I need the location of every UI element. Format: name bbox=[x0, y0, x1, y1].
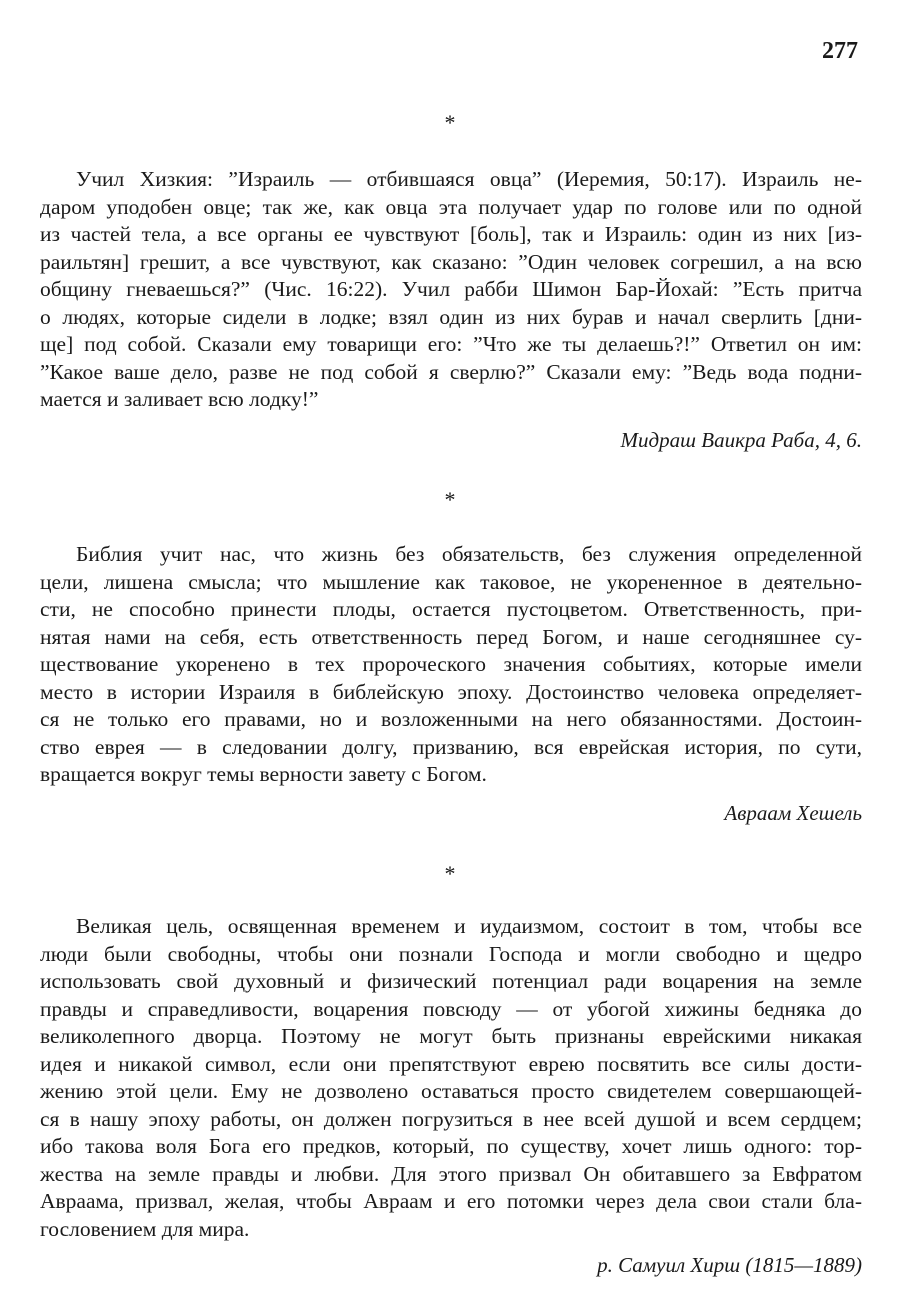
attribution: р. Самуил Хирш (1815—1889) bbox=[597, 1253, 862, 1277]
text-line: правды и справедливости, воцарения повсюду — от убогой хижины бедняка до bbox=[40, 996, 862, 1021]
text-line: вращается вокруг темы верности завету с Богом. bbox=[40, 762, 487, 786]
attribution: Мидраш Ваикра Раба, 4, 6. bbox=[620, 428, 862, 452]
text-line: место в истории Израиля в библейскую эпоху. Достоинство человека определяет- bbox=[40, 679, 862, 704]
text-line: из частей тела, а все органы ее чувствуют [боль], так и Израиль: один из них [из- bbox=[40, 222, 862, 246]
text-line: ство еврея — в следовании долгу, призванию, вся еврейская история, по сути, bbox=[40, 734, 862, 759]
text-line: гословением для мира. bbox=[40, 1216, 250, 1241]
paragraph-midrash bbox=[40, 166, 862, 414]
text-line: великолепного дворца. Поэтому не могут быть признаны еврейскими никакая bbox=[40, 1024, 862, 1048]
text-line: ществование укоренено в тех пророческого значения событиях, которые имели bbox=[40, 652, 862, 676]
text-line: о людях, которые сидели в лодке; взял один из них бурав и начал сверлить [дни- bbox=[40, 304, 862, 329]
text-line: Библия учит нас, что жизнь без обязательств, без служения определенной bbox=[76, 542, 862, 566]
text-line: ся не только его правами, но и возложенными на него обязанностями. Достоин- bbox=[40, 707, 862, 731]
text-line: общину гневаешься?” (Чис. 16:22). Учил рабби Шимон Бар-Йохай: ”Есть притча bbox=[40, 277, 862, 301]
text-line: люди были свободны, чтобы они познали Господа и могли свободно и щедро bbox=[40, 941, 862, 966]
text-line: сти, не способно принести плоды, остается пустоцветом. Ответственность, при- bbox=[40, 597, 862, 621]
text-line: мается и заливает всю лодку!” bbox=[40, 387, 319, 411]
text-line: использовать свой духовный и физический потенциал ради воцарения на земле bbox=[40, 969, 862, 993]
paragraph-hirsch bbox=[40, 913, 862, 1243]
text-line: ибо такова воля Бога его предков, который, по существу, хочет лишь одного: тор- bbox=[40, 1134, 862, 1158]
text-line: жению этой цели. Ему не дозволено оставаться просто свидетелем совершающей- bbox=[40, 1079, 862, 1103]
text-line: Учил Хизкия: ”Израиль — отбившаяся овца” (Иеремия, 50:17). Израиль не- bbox=[76, 167, 862, 191]
text-line: жества на земле правды и любви. Для этого призвал Он обитавшего за Евфратом bbox=[40, 1161, 862, 1186]
section-separator: * bbox=[444, 861, 456, 886]
text-line: Великая цель, освященная временем и иудаизмом, состоит в том, чтобы все bbox=[76, 914, 862, 938]
text-line: нятая нами на себя, есть ответственность перед Богом, и наше сегодняшнее су- bbox=[40, 624, 862, 649]
text-line: раильтян] грешит, а все чувствуют, как сказано: ”Один человек согрешил, а на всю bbox=[40, 249, 862, 274]
text-line: ”Какое ваше дело, разве не под собой я сверлю?” Сказали ему: ”Ведь вода подни- bbox=[40, 359, 862, 384]
text-line: идея и никакой символ, если они препятствуют еврею посвятить все силы дости- bbox=[40, 1051, 862, 1076]
section-separator: * bbox=[444, 487, 456, 512]
text-line: Авраама, призвал, желая, чтобы Авраам и его потомки через дела свои стали бла- bbox=[40, 1189, 862, 1213]
text-line: ся в нашу эпоху работы, он должен погрузиться в нее всей душой и всем сердцем; bbox=[40, 1106, 862, 1131]
page-number: 277 bbox=[822, 38, 858, 64]
text-line: даром уподобен овце; так же, как овца эта получает удар по голове или по одной bbox=[40, 194, 862, 219]
attribution: Авраам Хешель bbox=[724, 801, 862, 825]
text-line: цели, лишена смысла; что мышление как таковое, не укорененное в деятельно- bbox=[40, 569, 862, 594]
paragraph-heschel bbox=[40, 541, 862, 789]
text-line: ще] под собой. Сказали ему товарищи его: ”Что же ты делаешь?!” Ответил он им: bbox=[40, 332, 862, 356]
section-separator: * bbox=[444, 110, 456, 135]
